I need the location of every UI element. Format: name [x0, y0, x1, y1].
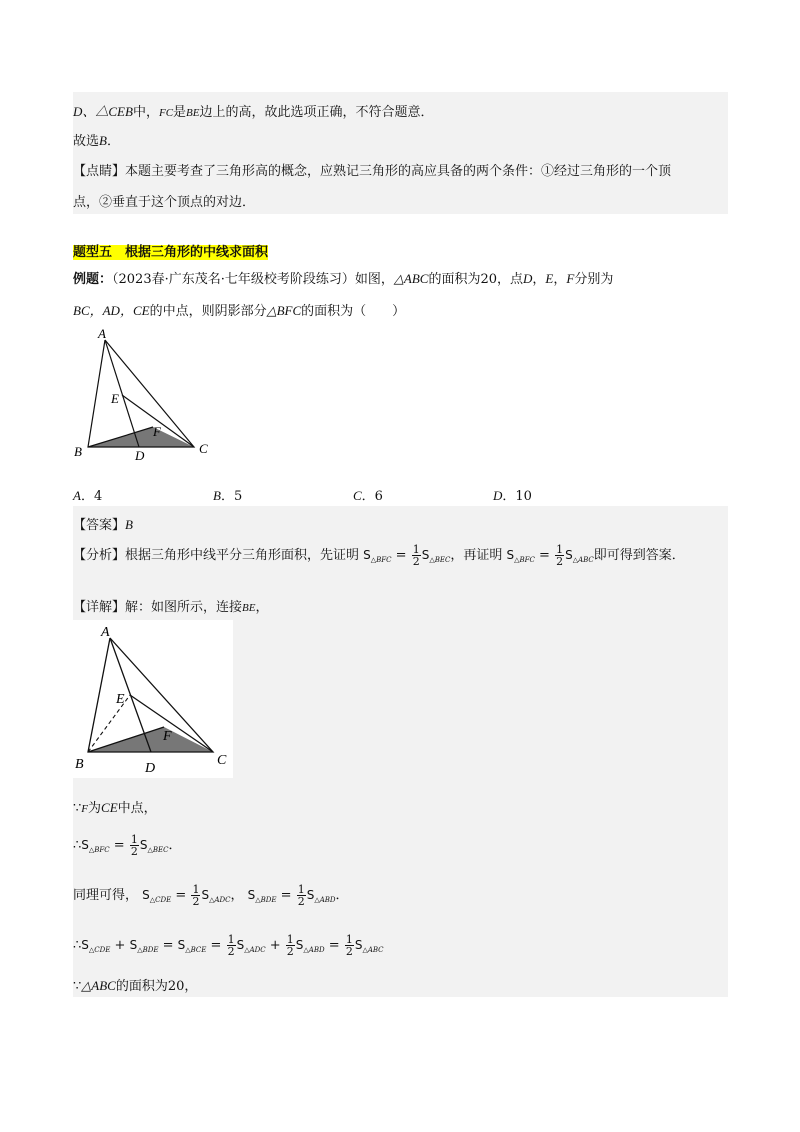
- fraction-half: [227, 934, 236, 957]
- option-letter: A: [73, 488, 81, 503]
- analysis-label: 【分析】根据三角形中线平分三角形面积，先证明: [73, 548, 360, 563]
- area-subscript: △BDE: [137, 946, 159, 954]
- label-b: B: [74, 444, 82, 459]
- option-b[interactable]: [213, 485, 242, 504]
- label-b: B: [75, 757, 84, 772]
- area-symbol: S: [295, 938, 304, 952]
- section-heading: [73, 241, 268, 260]
- area-symbol: S: [421, 548, 430, 562]
- text-fragment: ，: [532, 272, 546, 287]
- label-e: E: [116, 692, 125, 707]
- question-line-2: [73, 300, 405, 319]
- text-fragment: 为: [88, 801, 102, 816]
- math-point: F: [81, 803, 89, 815]
- label-d: D: [135, 448, 145, 463]
- fraction-half: [412, 544, 421, 567]
- text-fragment: 的面积为20，点: [428, 272, 523, 287]
- equals-sign: =: [113, 838, 125, 853]
- text-fragment: 分别为: [574, 272, 614, 287]
- fraction-half: [130, 834, 139, 857]
- fraction-numerator: 1: [412, 543, 420, 556]
- triangle-figure-solution: [73, 620, 233, 778]
- answer-label: 【答案】: [73, 518, 126, 533]
- answer-line: [73, 514, 133, 533]
- area-subscript: △BFC: [370, 556, 392, 564]
- label-a: A: [98, 326, 106, 341]
- text-fragment: ，: [255, 600, 269, 615]
- area-subscript: △BCE: [185, 946, 207, 954]
- area-symbol: S: [81, 938, 89, 952]
- area-subscript: △BDE: [255, 896, 277, 904]
- area-subscript: △BEC: [147, 846, 169, 854]
- area-subscript: △ADC: [244, 946, 266, 954]
- detail-label: 【详解】解：如图所示，连接: [73, 600, 243, 615]
- fraction-numerator: 1: [345, 933, 353, 946]
- question-line-1: [73, 268, 613, 287]
- label-f: F: [153, 424, 161, 439]
- triangle-figure-question: [72, 326, 222, 466]
- because-symbol: ∵: [73, 801, 82, 816]
- text-line-3: 【点睛】本题主要考查了三角形高的概念，应熟记三角形的高应具备的两个条件：①经过三角形的一个顶: [73, 164, 672, 179]
- text-fragment: ．: [335, 888, 349, 903]
- step-5: [73, 975, 197, 994]
- area-subscript: △ABC: [572, 556, 594, 564]
- therefore-symbol: ∴: [73, 938, 82, 953]
- math-triangle: △CEB: [95, 104, 133, 119]
- text-fragment: 同理可得，: [73, 888, 139, 903]
- answer-value: B: [125, 517, 133, 532]
- fraction-numerator: 1: [192, 883, 200, 896]
- text-line-4: 点，②垂直于这个顶点的对边．: [73, 195, 256, 210]
- text-fragment: 边上的高，故此选项正确，不符合题意．: [199, 105, 434, 120]
- math-segment: CE: [101, 800, 118, 815]
- therefore-symbol: ∴: [73, 838, 82, 853]
- math-triangle: △ABC: [81, 978, 116, 993]
- question-label: 例题：: [73, 272, 113, 287]
- plus-sign: +: [269, 938, 281, 953]
- text-fragment: ．: [168, 838, 182, 853]
- fraction-half: [555, 544, 564, 567]
- step-3: [73, 884, 349, 907]
- text-fragment: 的中点，则阴影部分: [149, 304, 267, 319]
- text-fragment: ．: [106, 134, 120, 149]
- fraction-numerator: 1: [130, 833, 138, 846]
- area-subscript: △BEC: [429, 556, 451, 564]
- math-point: D: [522, 271, 533, 286]
- area-subscript: △ABD: [314, 896, 336, 904]
- area-subscript: △CDE: [88, 946, 111, 954]
- option-value: ．6: [361, 489, 383, 504]
- option-value: ．5: [220, 489, 243, 504]
- text-fragment: 故选: [73, 134, 100, 149]
- step-4: [73, 934, 384, 957]
- text-fragment: 即可得到答案．: [593, 548, 685, 563]
- area-symbol: S: [201, 888, 210, 902]
- text-fragment: ，: [553, 272, 567, 287]
- equals-sign: =: [395, 548, 407, 563]
- text-fragment: 是: [173, 105, 187, 120]
- fraction-denominator: 2: [286, 945, 294, 958]
- area-symbol: S: [306, 888, 315, 902]
- label-d: D: [145, 761, 156, 776]
- area-subscript: △BFC: [88, 846, 110, 854]
- math-segments: BC，AD，CE: [73, 303, 150, 318]
- fraction-denominator: 2: [227, 945, 235, 958]
- step-2: [73, 834, 181, 857]
- math-triangle: △ABC: [393, 271, 429, 286]
- text-line-1: [73, 101, 434, 120]
- option-c[interactable]: [353, 485, 383, 504]
- fraction-numerator: 1: [227, 933, 235, 946]
- area-symbol: S: [247, 888, 256, 902]
- label-a: A: [101, 625, 110, 640]
- text-fragment: 中，: [132, 105, 159, 120]
- label-e: E: [111, 391, 119, 406]
- area-subscript: △ABD: [303, 946, 325, 954]
- area-symbol: S: [142, 888, 150, 902]
- area-subscript: △CDE: [149, 896, 172, 904]
- equals-sign: =: [328, 938, 340, 953]
- area-symbol: S: [506, 548, 515, 562]
- fraction-numerator: 1: [286, 933, 294, 946]
- fraction-half: [191, 884, 200, 907]
- fraction-half: [297, 884, 306, 907]
- area-symbol: S: [565, 548, 573, 562]
- section-title: 题型五 根据三角形的中线求面积: [73, 245, 269, 260]
- because-symbol: ∵: [73, 979, 82, 994]
- fraction-denominator: 2: [345, 945, 353, 958]
- area-symbol: S: [81, 838, 89, 852]
- area-subscript: △ADC: [209, 896, 231, 904]
- fraction-numerator: 1: [556, 543, 564, 556]
- detail-line: [73, 596, 268, 615]
- fraction-half: [345, 934, 354, 957]
- text-line-2: [73, 130, 120, 149]
- equals-sign: =: [210, 938, 222, 953]
- equals-sign: =: [539, 548, 550, 563]
- math-segment: BE: [242, 602, 256, 614]
- area-symbol: S: [354, 938, 363, 952]
- area-symbol: S: [236, 938, 245, 952]
- area-subscript: △BFC: [514, 556, 535, 564]
- equals-sign: =: [175, 888, 187, 903]
- math-point: F: [566, 271, 575, 286]
- area-symbol: S: [129, 938, 138, 952]
- option-a[interactable]: [73, 485, 102, 504]
- text-fragment: 的面积为20，: [115, 979, 198, 994]
- fraction-denominator: 2: [297, 895, 305, 908]
- fraction-denominator: 2: [556, 555, 564, 568]
- answer-letter: B: [99, 133, 107, 148]
- option-letter: D: [493, 488, 503, 503]
- fraction-half: [286, 934, 295, 957]
- option-value: ．4: [80, 489, 103, 504]
- fraction-numerator: 1: [297, 883, 305, 896]
- area-symbol: S: [363, 548, 371, 562]
- area-symbol: S: [177, 938, 186, 952]
- text-fragment: ，: [230, 888, 244, 903]
- option-value: ．10: [502, 489, 532, 504]
- text-fragment: D、: [73, 104, 96, 119]
- math-triangle: △BFC: [266, 303, 302, 318]
- math-segment: FC: [158, 107, 174, 119]
- label-f: F: [163, 729, 172, 744]
- area-subscript: △ABC: [362, 946, 384, 954]
- fraction-denominator: 2: [192, 895, 200, 908]
- equals-sign: =: [162, 938, 174, 953]
- fraction-denominator: 2: [130, 845, 138, 858]
- text-fragment: 中点，: [117, 801, 157, 816]
- question-source: （2023春·广东茂名·七年级校考阶段练习）如图，: [112, 272, 394, 287]
- equals-sign: =: [280, 888, 292, 903]
- option-letter: C: [353, 488, 362, 503]
- label-c: C: [199, 441, 208, 456]
- math-segment: BE: [186, 107, 200, 119]
- text-fragment: ，再证明: [450, 548, 503, 563]
- fraction-denominator: 2: [412, 555, 420, 568]
- shaded-triangle-bfc: [88, 427, 194, 447]
- math-point: E: [545, 271, 554, 286]
- step-1: [73, 797, 157, 816]
- label-c: C: [217, 753, 227, 768]
- plus-sign: +: [114, 938, 126, 953]
- option-letter: B: [213, 488, 221, 503]
- text-fragment: 的面积为（ ）: [301, 304, 406, 319]
- option-d[interactable]: [493, 485, 532, 504]
- analysis-line: [73, 544, 685, 567]
- area-symbol: S: [139, 838, 148, 852]
